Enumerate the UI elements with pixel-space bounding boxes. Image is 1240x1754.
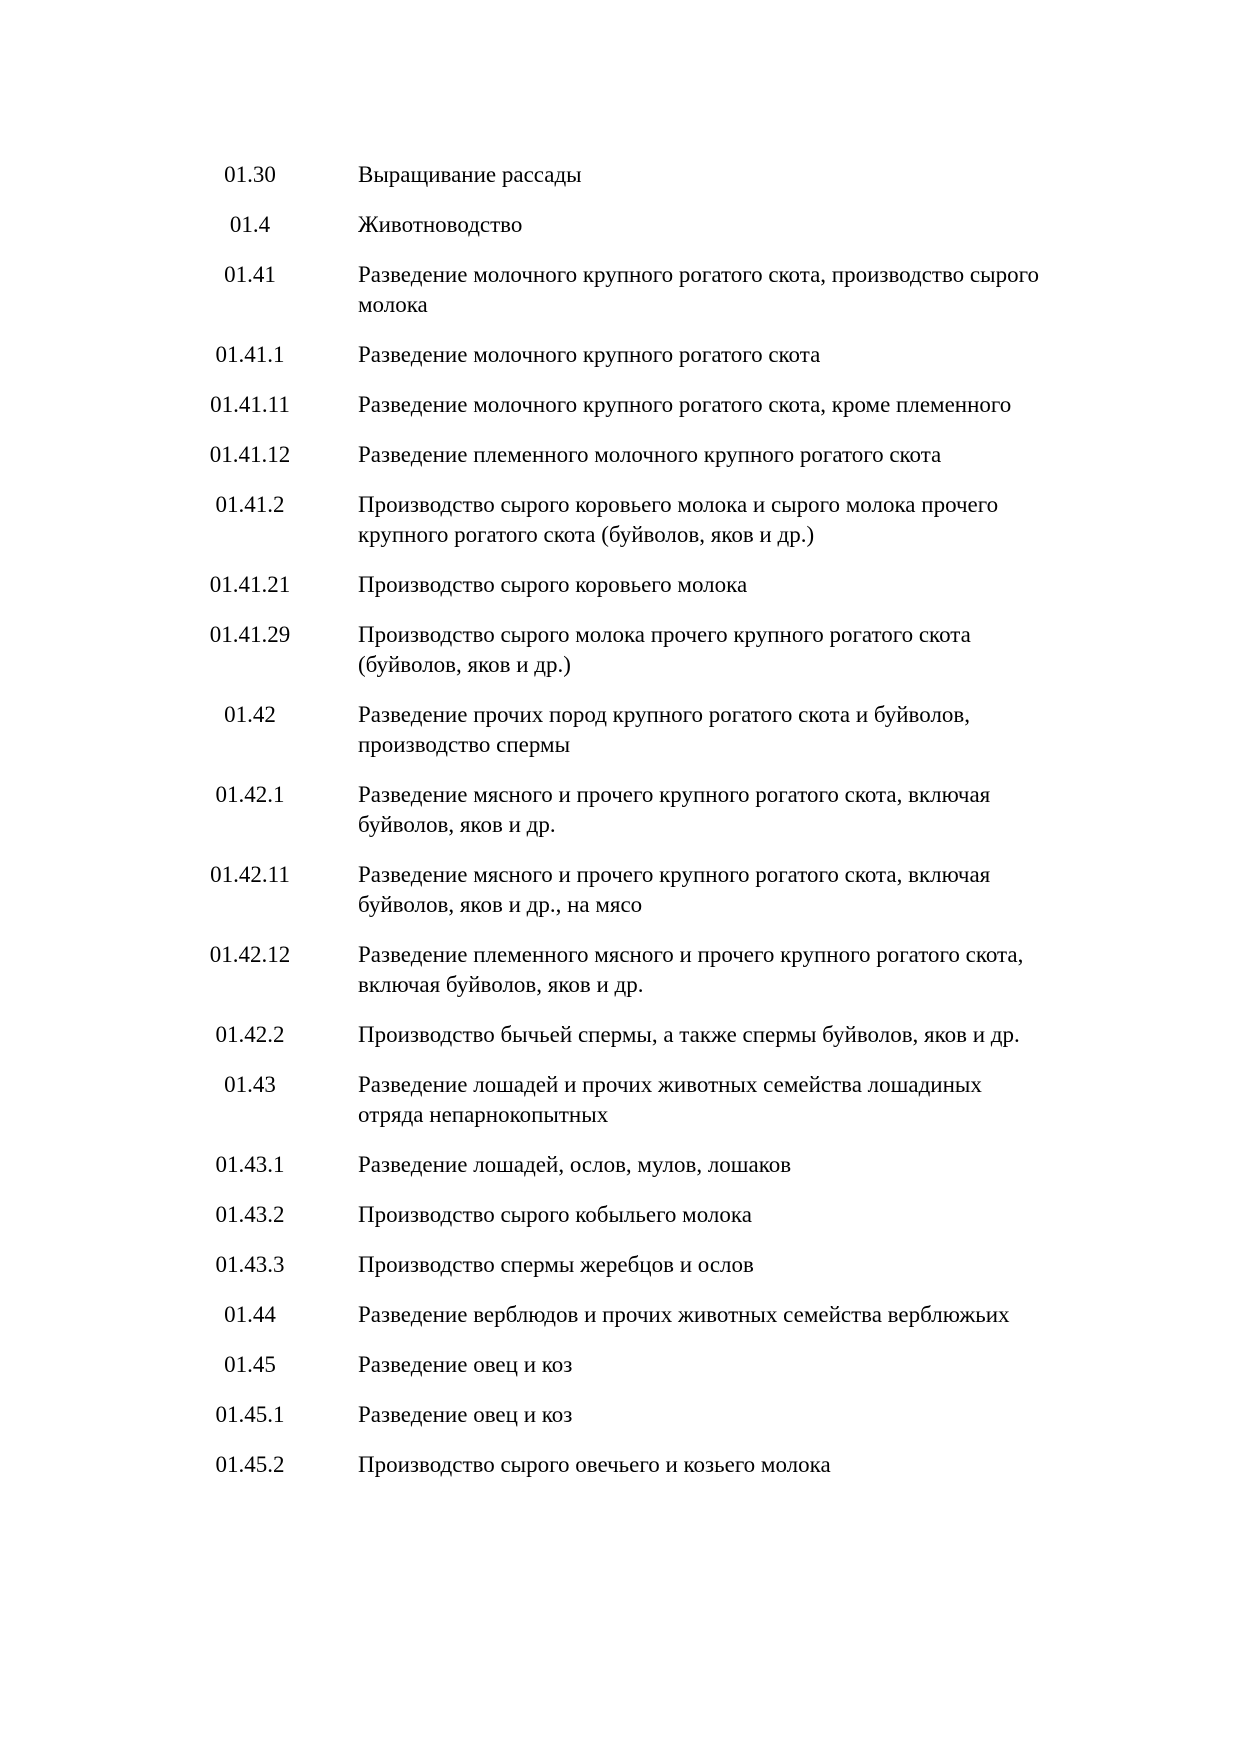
entry-code: 01.43.1 — [215, 1152, 285, 1177]
entry-code: 01.43.3 — [215, 1252, 285, 1277]
list-item — [150, 210, 1160, 240]
entry-code: 01.41 — [224, 262, 276, 287]
entry-title: Производство сырого молока прочего крупного рогатого скота (буйволов, яков и др.) — [358, 622, 971, 677]
entry-code: 01.41.21 — [209, 572, 291, 597]
list-item — [150, 440, 1160, 470]
entry-title: Производство сырого кобыльего молока — [358, 1202, 752, 1227]
entry-title: Разведение лошадей и прочих животных семейства лошадиных отряда непарнокопытных — [358, 1072, 982, 1127]
entry-title: Выращивание рассады — [358, 162, 582, 187]
entry-code: 01.42.1 — [215, 782, 285, 807]
entry-title: Разведение молочного крупного рогатого скота — [358, 342, 821, 367]
list-item — [150, 1300, 1160, 1330]
entry-code: 01.44 — [224, 1302, 276, 1327]
entry-code: 01.42.2 — [215, 1022, 285, 1047]
list-item — [150, 780, 1160, 840]
entry-code: 01.42.12 — [209, 942, 291, 967]
list-item — [150, 260, 1160, 320]
list-item — [150, 1070, 1160, 1130]
entry-title: Разведение овец и коз — [358, 1402, 573, 1427]
entry-title: Производство спермы жеребцов и ослов — [358, 1252, 754, 1277]
list-item — [150, 570, 1160, 600]
list-item — [150, 390, 1160, 420]
list-item — [150, 860, 1160, 920]
entry-code: 01.4 — [229, 212, 271, 237]
entry-title: Производство сырого коровьего молока и сырого молока прочего крупного рогатого скота (буйволов, яков и др.) — [358, 492, 999, 547]
entry-code: 01.42 — [224, 702, 276, 727]
list-item — [150, 1150, 1160, 1180]
entry-title: Производство сырого коровьего молока — [358, 572, 748, 597]
entry-title: Разведение мясного и прочего крупного рогатого скота, включая буйволов, яков и др., на мясо — [358, 862, 991, 917]
entry-title: Разведение молочного крупного рогатого скота, производство сырого молока — [358, 262, 1039, 317]
entry-code: 01.30 — [224, 162, 276, 187]
entry-title: Производство сырого овечьего и козьего молока — [358, 1452, 831, 1477]
entry-title: Разведение мясного и прочего крупного рогатого скота, включая буйволов, яков и др. — [358, 782, 991, 837]
list-item — [150, 700, 1160, 760]
entry-code: 01.41.2 — [215, 492, 285, 517]
entry-title: Производство бычьей спермы, а также спермы буйволов, яков и др. — [358, 1022, 1020, 1047]
entry-code: 01.41.11 — [210, 392, 290, 417]
entry-code: 01.41.12 — [209, 442, 291, 467]
list-item — [150, 340, 1160, 370]
entry-code: 01.41.1 — [215, 342, 285, 367]
entry-code: 01.45.1 — [215, 1402, 285, 1427]
list-item — [150, 940, 1160, 1000]
list-item — [150, 620, 1160, 680]
list-item — [150, 1450, 1160, 1480]
list-item — [150, 1020, 1160, 1050]
entry-title: Разведение овец и коз — [358, 1352, 573, 1377]
entry-code: 01.43 — [224, 1072, 276, 1097]
entry-title: Разведение племенного мясного и прочего крупного рогатого скота, включая буйволов, яков и др. — [358, 942, 1024, 997]
entry-title: Разведение племенного молочного крупного рогатого скота — [358, 442, 942, 467]
list-item — [150, 1200, 1160, 1230]
entry-title: Разведение лошадей, ослов, мулов, лошаков — [358, 1152, 792, 1177]
entry-code: 01.41.29 — [209, 622, 291, 647]
list-item — [150, 1400, 1160, 1430]
entry-title: Разведение верблюдов и прочих животных семейства верблюжьих — [358, 1302, 1010, 1327]
list-item — [150, 490, 1160, 550]
classification-list — [150, 160, 1160, 1500]
list-item — [150, 1350, 1160, 1380]
entry-title: Разведение молочного крупного рогатого скота, кроме племенного — [358, 392, 1012, 417]
list-item — [150, 160, 1160, 190]
entry-title: Животноводство — [358, 212, 523, 237]
entry-code: 01.42.11 — [210, 862, 290, 887]
entry-title: Разведение прочих пород крупного рогатого скота и буйволов, производство спермы — [358, 702, 971, 757]
entry-code: 01.45 — [224, 1352, 276, 1377]
entry-code: 01.43.2 — [215, 1202, 285, 1227]
list-item — [150, 1250, 1160, 1280]
entry-code: 01.45.2 — [215, 1452, 285, 1477]
